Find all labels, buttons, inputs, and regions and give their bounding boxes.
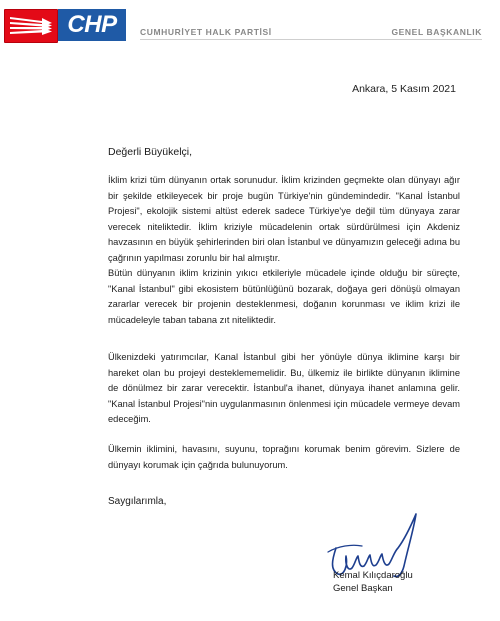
headquarters-name: GENEL BAŞKANLIK bbox=[391, 27, 482, 37]
six-arrows-icon bbox=[8, 13, 54, 39]
paragraph-1: İklim krizi tüm dünyanın ortak sorunudur. İklim krizinden geçmekte olan dünyayı ağır bir şekilde etkileyecek bir proje bugün Türkiye'nin gündemindedir. "Kanal İstanbul Projesi", ekolojik sistemi altüst ederek sadece Türkiye'ye değil tüm dünyaya zarar verecek niteliktedir. İklim kriziyle mücadelenin ortak sürdürülmesi için Akdeniz havzasının en büyük şehirlerinden biri olan İstanbul ve dünyamızın geleceği adına bu çağrının yapılması zorunlu bir hal almıştır. bbox=[108, 175, 460, 263]
signer-block bbox=[333, 570, 413, 595]
closing: Saygılarımla, bbox=[108, 496, 167, 507]
party-name: CUMHURİYET HALK PARTİSİ bbox=[140, 27, 272, 37]
signer-title: Genel Başkan bbox=[333, 582, 393, 594]
header-divider bbox=[140, 39, 482, 40]
signer-name: Kemal Kılıçdaroğlu bbox=[333, 570, 413, 581]
paragraph-2: Bütün dünyanın iklim krizinin yıkıcı etkileriyle mücadele içinde olduğu bir süreçte, "Kanal İstanbul" gibi ekosistem bütünlüğünü bozarak, doğaya geri dönüşü olmayan zararlar verecek bir projenin desteklenmesi, doğanın korunması ve iklim krizi ile mücadeleyle taban tabana zıt niteliktedir. bbox=[108, 268, 460, 325]
paragraph-3: Ülkenizdeki yatırımcılar, Kanal İstanbul gibi her yönüyle dünya iklimine karşı bir hareket olan bu projeyi desteklememelidir. Bu, ülkemiz ile birlikte dünyanın iklimine de dönülmez bir zarar verecektir. İstanbul'a ihanet, dünyaya ihanet anlamına gelir. "Kanal İstanbul Projesi"nin uygulanmasının önlenmesi için mücadele vermeye devam edeceğim. bbox=[108, 352, 460, 425]
paragraph-4: Ülkemin iklimini, havasını, suyunu, toprağını korumak benim görevim. Sizlere de dünyayı korumak için çağrıda bulunuyorum. bbox=[108, 444, 460, 470]
chp-wordmark: CHP bbox=[58, 9, 126, 41]
letterhead bbox=[0, 0, 500, 44]
letter-date: Ankara, 5 Kasım 2021 bbox=[352, 83, 456, 95]
chp-arrows-logo bbox=[4, 9, 58, 43]
salutation: Değerli Büyükelçi, bbox=[108, 146, 193, 158]
